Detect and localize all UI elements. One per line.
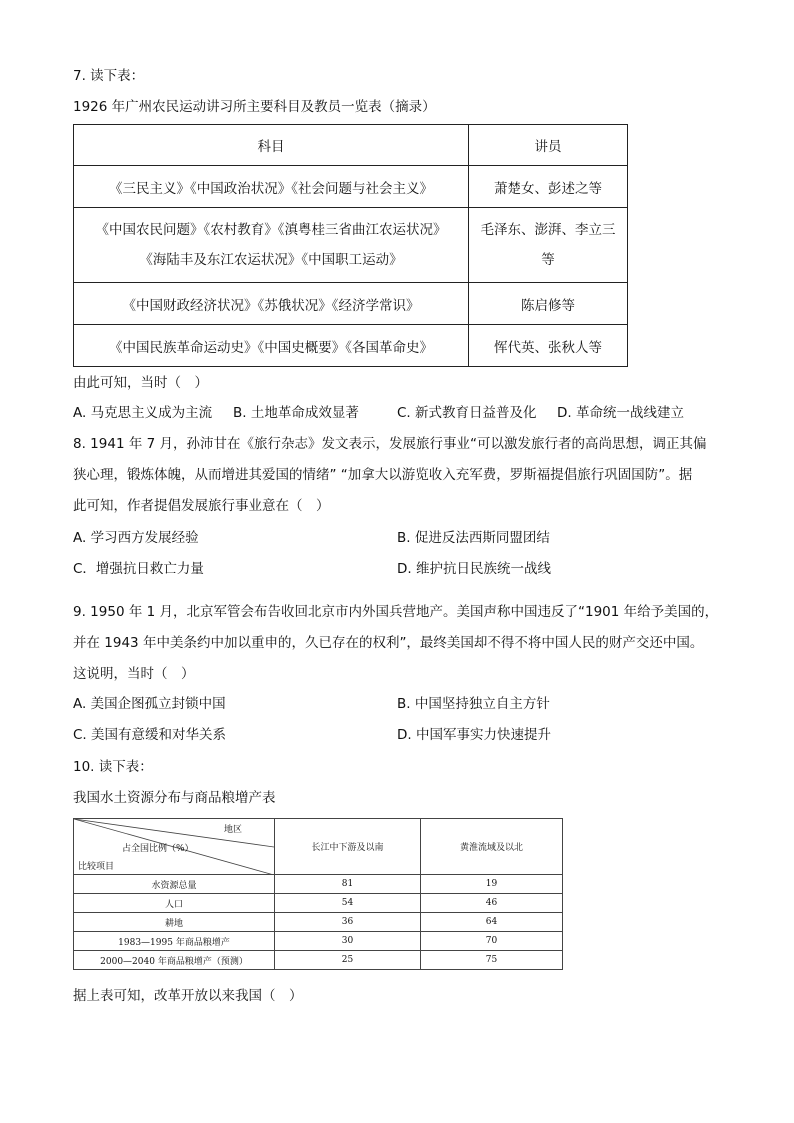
q10-cell-south: 25 — [275, 951, 421, 970]
q8-option-b[interactable]: B. 促进反法西斯同盟团结 — [397, 530, 550, 546]
q9-option-d[interactable]: D. 中国军事实力快速提升 — [397, 727, 551, 743]
table-row — [74, 325, 628, 367]
q7-subject: 《中国财政经济状况》《苏俄状况》《经济学常识》 — [74, 283, 469, 325]
q7-header-lecturer: 讲员 — [469, 125, 628, 166]
q7-lecturer-line2: 等 — [541, 252, 555, 268]
q7-subject: 《三民主义》《中国政治状况》《社会问题与社会主义》 — [74, 166, 469, 208]
q10-cell-south: 81 — [275, 875, 421, 894]
q10-row-label: 1983—1995 年商品粮增产 — [74, 932, 275, 951]
q10-cell-north: 70 — [421, 932, 563, 951]
table-row — [74, 894, 563, 913]
q8-option-a[interactable]: A. 学习西方发展经验 — [73, 530, 199, 546]
table-row — [74, 208, 628, 283]
q7-table — [73, 124, 628, 367]
q7-subject-line1: 《中国农民问题》《农村教育》《滇粤桂三省曲江农运状况》 — [95, 222, 447, 238]
q7-option-b[interactable]: B. 土地革命成效显著 — [233, 405, 359, 421]
table-row — [74, 283, 628, 325]
table-row — [74, 951, 563, 970]
q7-subject-line2: 《海陆丰及东江农运状况》《中国职工运动》 — [139, 252, 403, 268]
q7-subject — [74, 208, 469, 283]
q7-lecturer: 恽代英、张秋人等 — [469, 325, 628, 367]
q10-table-title: 我国水土资源分布与商品粮增产表 — [73, 790, 276, 806]
q10-row-label: 水资源总量 — [74, 875, 275, 894]
q7-header-subject: 科目 — [74, 125, 469, 166]
q10-cell-north: 46 — [421, 894, 563, 913]
q7-stem: 7. 读下表： — [73, 68, 145, 84]
q8-option-d[interactable]: D. 维护抗日民族统一战线 — [397, 561, 551, 577]
q7-subject: 《中国民族革命运动史》《中国史概要》《各国革命史》 — [74, 325, 469, 367]
q9-line3: 这说明，当时（ ） — [73, 666, 195, 682]
q10-corner-cell — [74, 819, 275, 875]
q8-line3: 此可知，作者提倡发展旅行事业意在（ ） — [73, 498, 330, 514]
q9-line2: 并在 1943 年中美条约中加以重申的，久已存在的权利”，最终美国却不得不将中国人民的财产交还中国。 — [73, 635, 704, 651]
q9-line1: 9. 1950 年 1 月，北京军管会布告收回北京市内外国兵营地产。美国声称中国违反了“1901 年给予美国的， — [73, 604, 719, 620]
q10-cell-south: 30 — [275, 932, 421, 951]
q10-row-label: 耕地 — [74, 913, 275, 932]
q9-option-b[interactable]: B. 中国坚持独立自主方针 — [397, 696, 550, 712]
corner-ratio-label: 占全国比例（%） — [122, 844, 194, 854]
q10-row-label: 2000—2040 年商品粮增产（预测） — [74, 951, 275, 970]
q10-stem: 10. 读下表： — [73, 759, 153, 775]
q7-option-c[interactable]: C. 新式教育日益普及化 — [397, 405, 537, 421]
q10-question: 据上表可知，改革开放以来我国（ ） — [73, 988, 303, 1004]
q10-cell-north: 75 — [421, 951, 563, 970]
q10-column-south: 长江中下游及以南 — [275, 819, 421, 875]
q9-option-a[interactable]: A. 美国企图孤立封锁中国 — [73, 696, 226, 712]
table-row — [74, 932, 563, 951]
q10-cell-north: 19 — [421, 875, 563, 894]
q10-cell-south: 54 — [275, 894, 421, 913]
table-row — [74, 166, 628, 208]
q7-lecturer — [469, 208, 628, 283]
corner-region-label: 地区 — [224, 825, 243, 835]
q7-lecturer: 陈启修等 — [469, 283, 628, 325]
q8-option-c[interactable]: C．增强抗日救亡力量 — [73, 561, 204, 577]
q7-lecturer-line1: 毛泽东、澎湃、李立三 — [480, 222, 616, 238]
table-row — [74, 875, 563, 894]
q10-row-label: 人口 — [74, 894, 275, 913]
q7-option-d[interactable]: D. 革命统一战线建立 — [557, 405, 684, 421]
table-row — [74, 913, 563, 932]
q7-option-a[interactable]: A. 马克思主义成为主流 — [73, 405, 213, 421]
q7-table-title: 1926 年广州农民运动讲习所主要科目及教员一览表（摘录） — [73, 99, 436, 115]
q7-question: 由此可知，当时（ ） — [73, 375, 208, 391]
q8-line1: 8. 1941 年 7 月，孙沛甘在《旅行杂志》发文表示，发展旅行事业“可以激发旅行者的高尚思想，调正其偏 — [73, 436, 707, 452]
q10-cell-north: 64 — [421, 913, 563, 932]
q10-column-north: 黄淮流域及以北 — [421, 819, 563, 875]
q8-line2: 狭心理，锻炼体魄，从而增进其爱国的情绪” “加拿大以游览收入充军费，罗斯福提倡旅行巩固国防”。据 — [73, 467, 693, 483]
q10-table — [73, 818, 563, 970]
q10-cell-south: 36 — [275, 913, 421, 932]
q7-lecturer: 萧楚女、彭述之等 — [469, 166, 628, 208]
corner-item-label: 比较项目 — [78, 862, 115, 872]
q9-option-c[interactable]: C. 美国有意缓和对华关系 — [73, 727, 227, 743]
